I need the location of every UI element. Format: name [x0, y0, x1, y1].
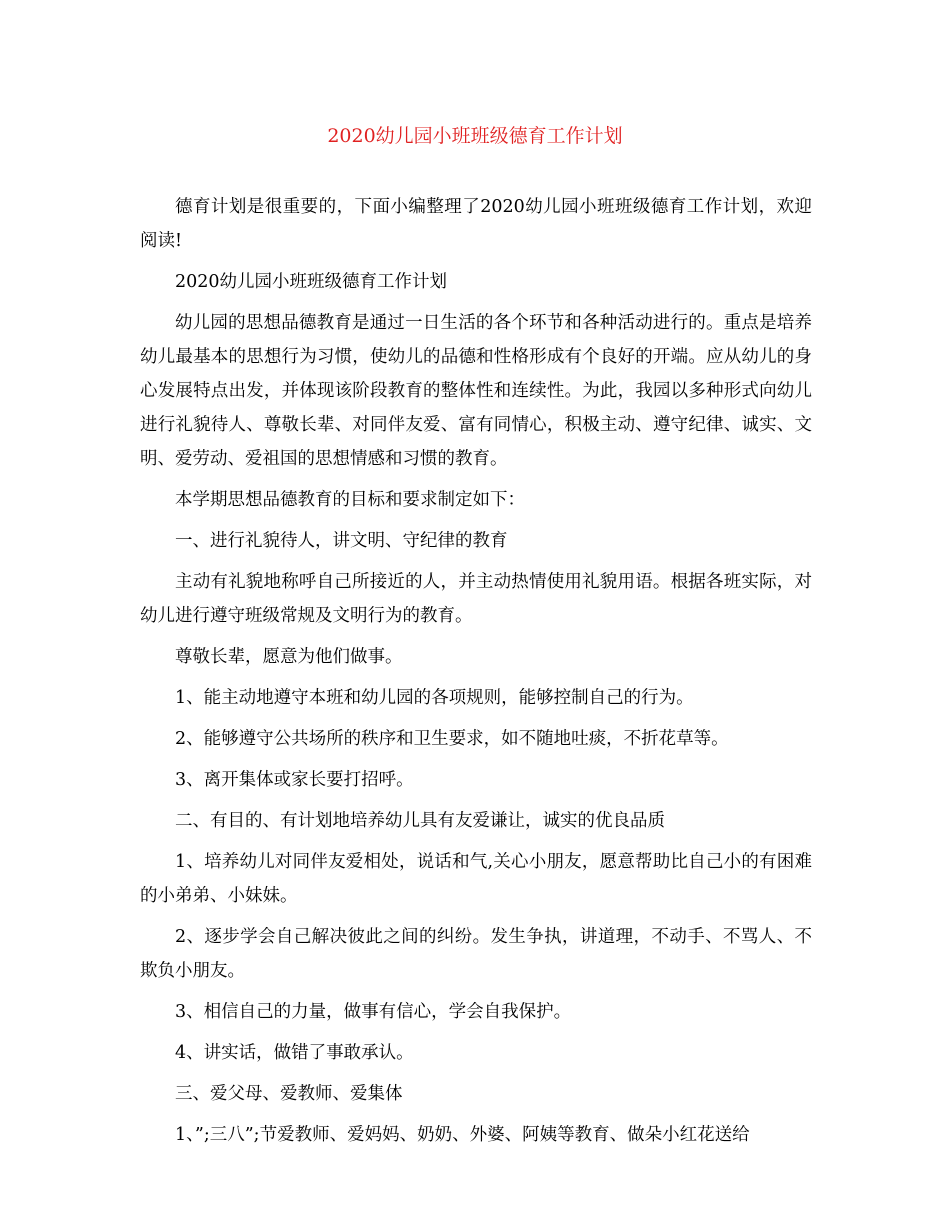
paragraph-overview: 幼儿园的思想品德教育是通过一日生活的各个环节和各种活动进行的。重点是培养幼儿最基本的思想行为习惯，使幼儿的品德和性格形成有个良好的开端。应从幼儿的身心发展特点出发，并体现该阶段教育的整体性和连续性。为此，我园以多种形式向幼儿进行礼貌待人、尊敬长辈、对同伴友爱、富有同情心，积极主动、遵守纪律、诚实、文明、爱劳动、爱祖国的思想情感和习惯的教育。	[140, 313, 812, 469]
section-heading-3: 三、爱父母、爱教师、爱集体	[175, 1084, 403, 1104]
list-item: 3、相信自己的力量，做事有信心，学会自我保护。	[175, 1002, 572, 1022]
paragraph-politeness: 主动有礼貌地称呼自己所接近的人，并主动热情使用礼貌用语。根据各班实际，对幼儿进行遵守班级常规及文明行为的教育。	[140, 572, 812, 626]
list-item: 2、能够遵守公共场所的秩序和卫生要求，如不随地吐痰，不折花草等。	[175, 729, 729, 749]
list-item: 1、培养幼儿对同伴友爱相处，说话和气,关心小朋友，愿意帮助比自己小的有困难的小弟弟、小妹妹。	[140, 852, 812, 906]
list-item: 1、能主动地遵守本班和幼儿园的各项规则，能够控制自己的行为。	[175, 688, 694, 708]
list-item: 4、讲实话，做错了事敢承认。	[175, 1043, 414, 1063]
list-item: 2、逐步学会自己解决彼此之间的纠纷。发生争执，讲道理，不动手、不骂人、不欺负小朋友。	[140, 927, 812, 981]
section-heading-1: 一、进行礼貌待人，讲文明、守纪律的教育	[175, 531, 508, 551]
section-heading-2: 二、有目的、有计划地培养幼儿具有友爱谦让，诚实的优良品质	[175, 811, 665, 831]
paragraph-intro: 德育计划是很重要的，下面小编整理了2020幼儿园小班班级德育工作计划，欢迎阅读!	[140, 197, 812, 251]
document-body	[140, 190, 812, 1159]
list-item: 3、离开集体或家长要打招呼。	[175, 770, 414, 790]
paragraph-subtitle: 2020幼儿园小班班级德育工作计划	[175, 272, 448, 292]
document-title: 2020幼儿园小班班级德育工作计划	[327, 125, 623, 147]
paragraph-goals-intro: 本学期思想品德教育的目标和要求制定如下：	[175, 490, 525, 510]
paragraph-respect-elders: 尊敬长辈，愿意为他们做事。	[175, 647, 403, 667]
list-item: 1、”;三八”;节爱教师、爱妈妈、奶奶、外婆、阿姨等教育、做朵小红花送给	[175, 1125, 750, 1145]
